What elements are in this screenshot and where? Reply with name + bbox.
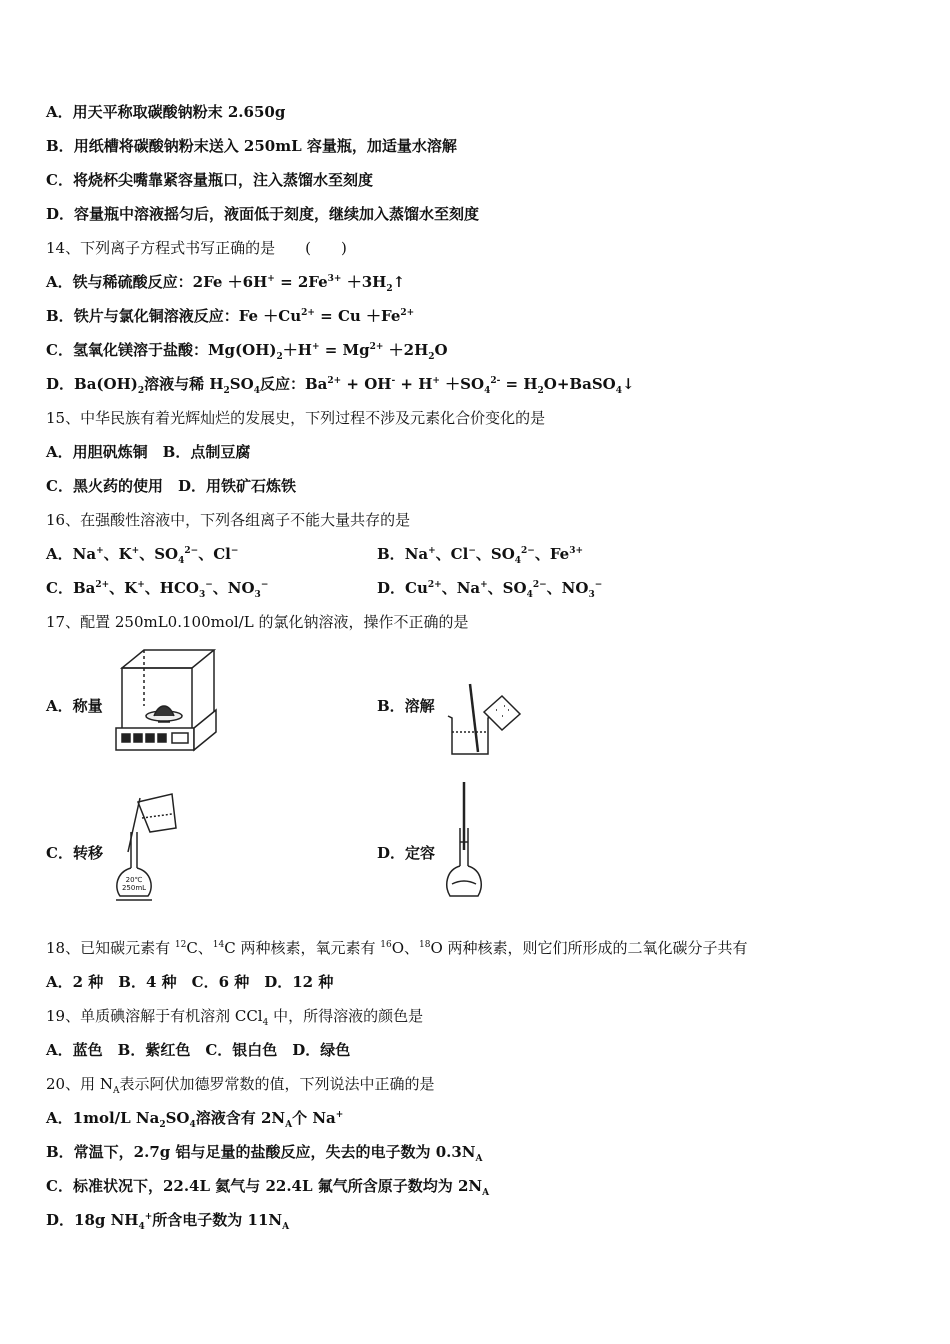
q20-option-d: D．18g $NH_4^+$所含电子数为 $11N_A$ xyxy=(46,1211,290,1232)
q13-option-b: B．用纸槽将碳酸钠粉末送入 250mL 容量瓶，加适量水溶解 xyxy=(46,137,457,155)
q14-option-a: A．铁与稀硫酸反应：$2Fe +6H^+ = 2Fe^{3+}$ $+3H_2↑$ xyxy=(46,273,406,294)
q13-option-a: A．用天平称取碳酸钠粉末 2.650g xyxy=(46,103,286,121)
q18-stem: 18、已知碳元素有 $^{12}$C、$^{14}$C 两种核素，氧元素有 $^{16}$O、$^{18}$O 两种核素，则它们所形成的二氧化碳分子共有 xyxy=(46,939,748,957)
q13-option-c: C．将烧杯尖嘴靠紧容量瓶口，注入蒸馏水至刻度 xyxy=(46,171,373,189)
q16-option-d: D．$Cu^{2+}$、Na+、$SO_4^{2-}$、$NO_3^-$ xyxy=(377,579,603,600)
q18-options: A．2 种 B．4 种 C．6 种 D．12 种 xyxy=(46,973,334,991)
q14-option-c: C．氢氧化镁溶于盐酸：$Mg(OH)_2+H^+ = Mg^{2+} +2H_2O$ xyxy=(46,341,448,362)
q13-option-d: D．容量瓶中溶液摇匀后，液面低于刻度，继续加入蒸馏水至刻度 xyxy=(46,205,480,223)
flask-label-transfer: 20℃ 250mL xyxy=(121,876,147,892)
q17-option-d-label: D．定容 xyxy=(377,844,436,862)
q15-options-row2: C．黑火药的使用 D．用铁矿石炼铁 xyxy=(46,477,296,495)
q15-stem: 15、中华民族有着光辉灿烂的发展史，下列过程不涉及元素化合价变化的是 xyxy=(46,409,546,427)
q16-option-b: B．Na+、Cl−、$SO_4^{2-}$、$Fe^{3+}$ xyxy=(377,545,584,566)
q16-stem: 16、在强酸性溶液中，下列各组离子不能大量共存的是 xyxy=(46,511,411,529)
q20-option-b: B．常温下，2.7g 铝与足量的盐酸反应，失去的电子数为 $0.3N_A$ xyxy=(46,1143,483,1164)
q20-option-a: A．1mol/L $Na_2SO_4$溶液含有 $2N_A$个 Na+ xyxy=(46,1109,344,1130)
q17-option-a-label: A．称量 xyxy=(46,697,103,715)
q19-stem: 19、单质碘溶解于有机溶剂 CCl$_4$ 中，所得溶液的颜色是 xyxy=(46,1007,424,1028)
dissolving-illustration xyxy=(444,682,524,758)
q16-option-a: A．Na+、K+、$SO_4^{2-}$、Cl− xyxy=(46,545,239,566)
q20-option-c: C．标准状况下，22.4L 氦气与 22.4L 氟气所含原子数均为 $2N_A$ xyxy=(46,1177,490,1198)
q14-stem: 14、下列离子方程式书写正确的是 ( ) xyxy=(46,239,347,257)
q19-options: A．蓝色 B．紫红色 C．银白色 D．绿色 xyxy=(46,1041,351,1059)
q16-option-c: C．$Ba^{2+}$、K+、$HCO_3^-$、$NO_3^-$ xyxy=(46,579,269,600)
q17-option-b-label: B．溶解 xyxy=(377,697,435,715)
fixed-volume-illustration xyxy=(442,780,486,904)
q14-option-d: D．$Ba(OH)_2$溶液与稀 $H_2SO_4$反应：$Ba^{2+} + OH^- + H^+ +SO_4^{2-}$ = $H_2O+BaSO_4↓$ xyxy=(46,375,635,396)
balance-illustration xyxy=(114,646,218,754)
q20-stem: 20、用 $N_A$表示阿伏加德罗常数的值，下列说法中正确的是 xyxy=(46,1075,435,1096)
q15-options-row1: A．用胆矾炼铜 B．点制豆腐 xyxy=(46,443,251,461)
q14-option-b: B．铁片与氯化铜溶液反应：$Fe +Cu^{2+} = Cu +Fe^{2+}$ xyxy=(46,307,415,325)
transfer-illustration xyxy=(110,792,182,904)
q17-stem: 17、配置 250mL0.100mol/L 的氯化钠溶液，操作不正确的是 xyxy=(46,613,469,631)
q17-option-c-label: C．转移 xyxy=(46,844,103,862)
